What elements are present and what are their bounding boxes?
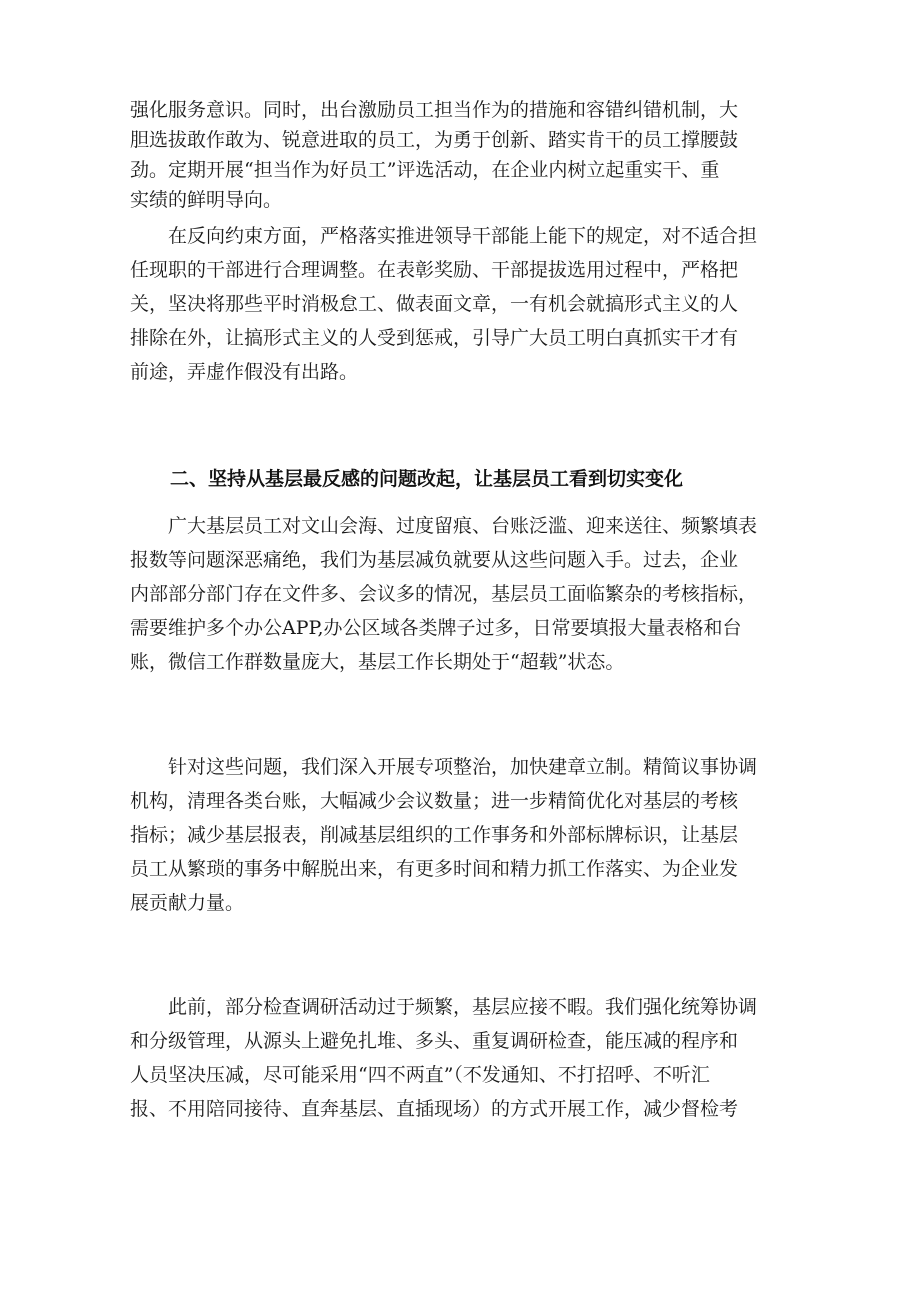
paragraph-5: 此前，部分检查调研活动过于频繁，基层应接不暇。我们强化统筹协调 和分级管理，从源头上避免扎堆、多头、重复调研检查，能压减的程序和 人员坚决压减，尽可能采用“四不两直”（不发通知、不打招呼、不听汇 报、不用陪同接待、直奔基层、直插现场）的方式开展工作，减少督检考 <box>130 996 758 1120</box>
section-heading: 二、坚持从基层最反感的问题改起，让基层员工看到切实变化 <box>170 468 684 490</box>
paragraph-2: 在反向约束方面，严格落实推进领导干部能上能下的规定，对不适合担 任现职的干部进行合理调整。在表彰奖励、干部提拔选用过程中，严格把 关，坚决将那些平时消极怠工、做表面文章，一有机会就搞形式主义的人 排除在外，让搞形式主义的人受到惩戒，引导广大员工明白真抓实干才有 前途，弄虚作假没有出路。 <box>130 225 758 383</box>
paragraph-1: 强化服务意识。同时，出台激励员工担当作为的措施和容错纠错机制，大 胆选拔敢作敢为、锐意进取的员工，为勇于创新、踏实肯干的员工撑腰鼓 劲。定期开展“担当作为好员工”评选活动，在企业内树立起重实干、重 实绩的鲜明导向。 <box>130 99 739 211</box>
paragraph-4: 针对这些问题，我们深入开展专项整治，加快建章立制。精简议事协调 机构，清理各类台账，大幅减少会议数量；进一步精简优化对基层的考核 指标；减少基层报表，削减基层组织的工作事务和外部标牌标识，让基层 员工从繁琐的事务中解脱出来，有更多时间和精力抓工作落实、为企业发 展贡献力量。 <box>130 756 758 914</box>
paragraph-3: 广大基层员工对文山会海、过度留痕、台账泛滥、迎来送往、频繁填表 报数等问题深恶痛绝，我们为基层减负就要从这些问题入手。过去，企业 内部部分部门存在文件多、会议多的情况，基层员工面临繁杂的考核指标， 需要维护多个办公APP,办公区域各类牌子过多，日常要填报大量表格和台 账，微信工作群数量庞大，基层工作长期处于“超载”状态。 <box>130 515 758 673</box>
